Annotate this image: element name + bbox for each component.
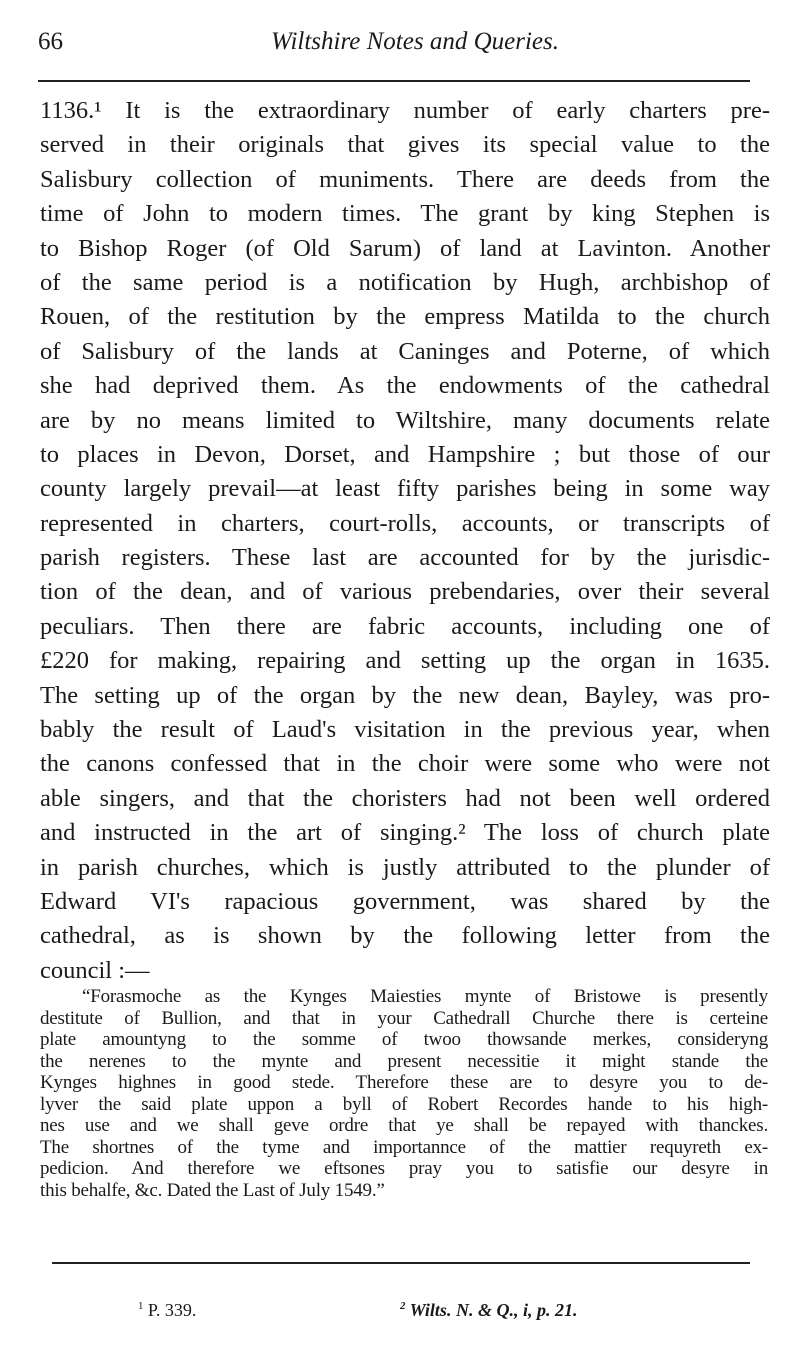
text-line: cathedral, as is shown by the following letter from the bbox=[40, 922, 770, 950]
text-line: of Salisbury of the lands at Caninges and Poterne, of which bbox=[40, 337, 770, 365]
text-line: served in their originals that gives its special value to the bbox=[40, 131, 770, 159]
text-line: Kynges highnes in good stede. Therefore these are to desyre you to de- bbox=[40, 1072, 768, 1093]
text-line: to places in Devon, Dorset, and Hampshire ; but those of our bbox=[40, 440, 770, 468]
quoted-letter bbox=[40, 986, 768, 1201]
footnote-rule bbox=[52, 1262, 750, 1264]
footnote-1 bbox=[138, 1300, 196, 1321]
text-line: pedicion. And therefore we eftsones pray you to satisfie our desyre in bbox=[40, 1158, 768, 1179]
footnote-text: P. 339. bbox=[147, 1300, 197, 1320]
footnote-mark: 1 bbox=[138, 1300, 144, 1312]
text-line: she had deprived them. As the endowments of the cathedral bbox=[40, 372, 770, 400]
text-line: 1136.¹ It is the extraordinary number of early charters pre- bbox=[40, 97, 770, 124]
running-title: Wiltshire Notes and Queries. bbox=[271, 28, 559, 55]
text-line: and instructed in the art of singing.² The loss of church plate bbox=[40, 819, 770, 847]
text-line: nes use and we shall geve ordre that ye shall be repayed with thanckes. bbox=[40, 1115, 768, 1136]
text-line: parish registers. These last are accounted for by the jurisdic- bbox=[40, 544, 770, 572]
text-line: Edward VI's rapacious government, was shared by the bbox=[40, 887, 770, 915]
text-line: county largely prevail—at least fifty parishes being in some way bbox=[40, 475, 770, 503]
main-text bbox=[40, 94, 770, 988]
text-line: tion of the dean, and of various prebendaries, over their several bbox=[40, 578, 770, 606]
footnote-mark: 2 bbox=[400, 1300, 406, 1312]
text-line: The shortnes of the tyme and importannce of the mattier requyreth ex- bbox=[40, 1136, 768, 1158]
footnote-2 bbox=[400, 1300, 577, 1321]
text-line: able singers, and that the choristers had not been well ordered bbox=[40, 784, 770, 812]
footnote-text: Wilts. N. & Q., i, p. 21. bbox=[409, 1300, 578, 1320]
text-line: lyver the said plate uppon a byll of Robert Recordes hande to his high- bbox=[40, 1093, 768, 1115]
text-line: to Bishop Roger (of Old Sarum) of land at Lavinton. Another bbox=[40, 234, 770, 262]
text-line: of the same period is a notification by Hugh, archbishop of bbox=[40, 268, 770, 296]
text-line: council :— bbox=[40, 956, 150, 984]
text-line: in parish churches, which is justly attributed to the plunder of bbox=[40, 853, 770, 881]
text-line: are by no means limited to Wiltshire, many documents relate bbox=[40, 406, 770, 434]
text-line: peculiars. Then there are fabric accounts, including one of bbox=[40, 612, 770, 640]
text-line: £220 for making, repairing and setting up the organ in 1635. bbox=[40, 647, 770, 675]
text-line: the nerenes to the mynte and present necessitie it might stande the bbox=[40, 1050, 768, 1072]
text-line: destitute of Bullion, and that in your Cathedrall Churche there is certeine bbox=[40, 1007, 768, 1029]
page-number: 66 bbox=[38, 28, 63, 55]
text-line: the canons confessed that in the choir were some who were not bbox=[40, 750, 770, 778]
text-line: bably the result of Laud's visitation in the previous year, when bbox=[40, 716, 770, 744]
text-line: plate amountyng to the somme of twoo thowsande merkes, consideryng bbox=[40, 1029, 768, 1050]
header-rule bbox=[38, 80, 750, 82]
text-line: Salisbury collection of muniments. There are deeds from the bbox=[40, 165, 770, 193]
text-line: “Forasmoche as the Kynges Maiesties mynte of Bristowe is presently bbox=[82, 986, 768, 1007]
text-line: time of John to modern times. The grant by king Stephen is bbox=[40, 200, 770, 228]
text-line: represented in charters, court-rolls, accounts, or transcripts of bbox=[40, 509, 770, 537]
text-line: The setting up of the organ by the new dean, Bayley, was pro- bbox=[40, 681, 770, 709]
text-line: Rouen, of the restitution by the empress Matilda to the church bbox=[40, 303, 770, 331]
text-line: this behalfe, &c. Dated the Last of July 1549.” bbox=[40, 1179, 385, 1201]
